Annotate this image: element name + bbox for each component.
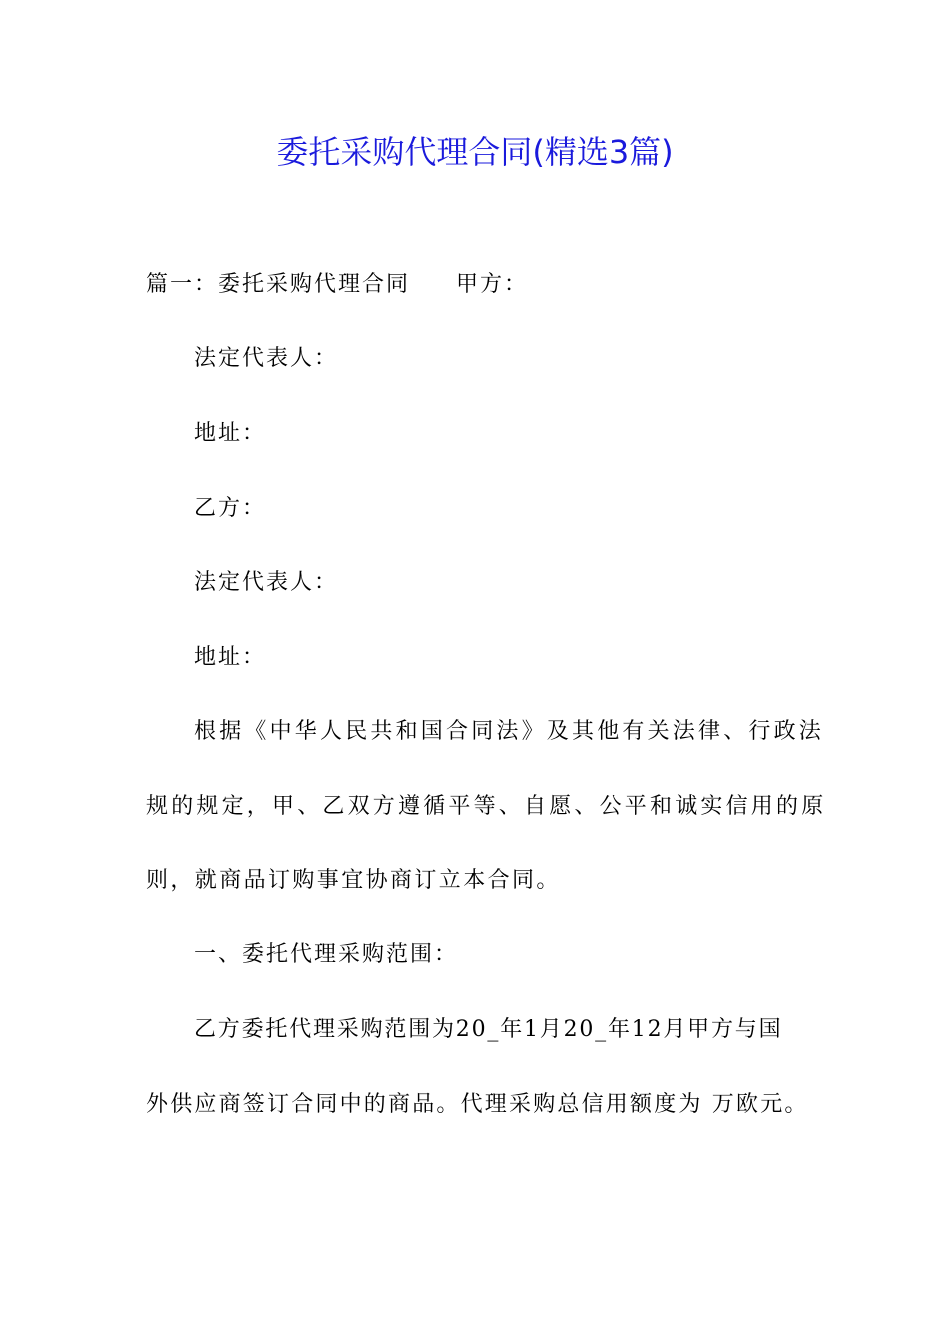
party-a-representative: 法定代表人： [194, 346, 339, 371]
party-b-representative: 法定代表人： [194, 570, 339, 595]
party-b-label: 乙方： [194, 496, 267, 521]
party-b-address: 地址： [194, 645, 267, 670]
preamble-line-2: 规的规定，甲、乙双方遵循平等、自愿、公平和诚实信用的原 [146, 794, 827, 819]
clause-1-line-1: 乙方委托代理采购范围为20_年1月20_年12月甲方与国 [194, 1017, 783, 1042]
party-a-label: 甲方： [456, 272, 529, 297]
section-heading: 篇一：委托采购代理合同 [146, 272, 411, 297]
preamble-line-3: 则，就商品订购事宜协商订立本合同。 [146, 868, 561, 893]
party-a-address: 地址： [194, 421, 267, 446]
section-heading-line [146, 270, 528, 300]
clause-1-line-2: 外供应商签订合同中的商品。代理采购总信用额度为 万欧元。 [146, 1092, 809, 1117]
clause-1-heading: 一、委托代理采购范围： [194, 942, 459, 967]
document-title: 委托采购代理合同(精选3篇) [276, 133, 674, 171]
preamble-line-1: 根据《中华人民共和国合同法》及其他有关法律、行政法 [194, 719, 825, 744]
